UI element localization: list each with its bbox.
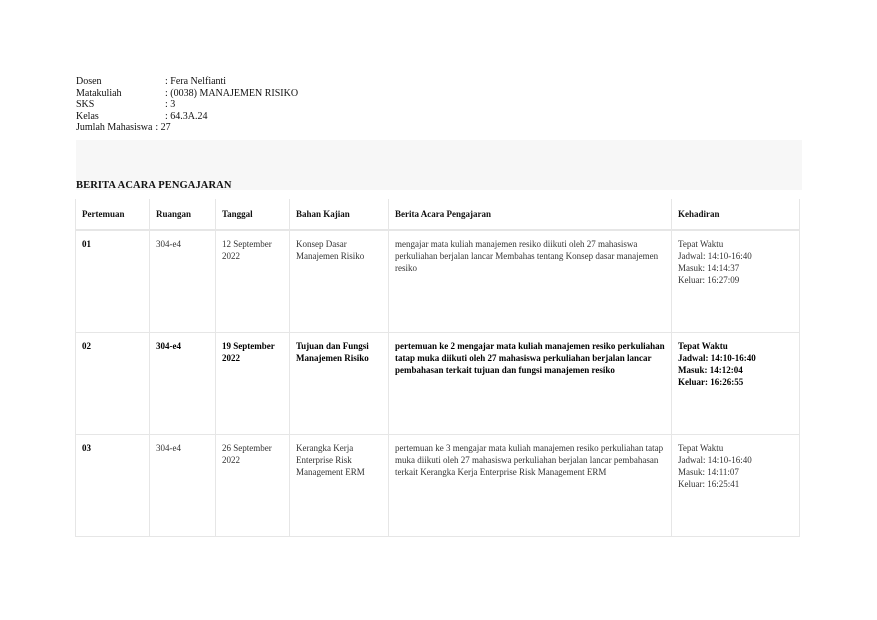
attendance-status: Tepat Waktu [678, 340, 728, 351]
table-row [76, 230, 800, 332]
header-kehadiran: Kehadiran [672, 199, 800, 230]
course-info [76, 76, 298, 134]
attendance-check-in: Masuk: 14:14:37 [678, 263, 740, 273]
info-row-dosen [76, 76, 298, 88]
cell-pertemuan: 02 [76, 332, 150, 434]
info-label: Jumlah Mahasiswa [76, 122, 153, 133]
cell-ruangan: 304-e4 [150, 332, 216, 434]
table-header-row [76, 199, 800, 230]
attendance-check-out: Keluar: 16:25:41 [678, 478, 740, 489]
info-row-sks [76, 99, 298, 111]
attendance-status: Tepat Waktu [678, 442, 724, 453]
info-value: : 27 [155, 122, 171, 133]
info-value: : (0038) MANAJEMEN RISIKO [165, 87, 299, 99]
info-value: : 64.3A.24 [165, 110, 208, 122]
table-row [76, 434, 800, 536]
cell-pertemuan: 01 [76, 230, 150, 332]
header-ruangan: Ruangan [150, 199, 216, 230]
cell-berita-acara: mengajar mata kuliah manajemen resiko diikuti oleh 27 mahasiswa perkuliahan berjalan lancar Membahas tentang Konsep dasar manajemen resiko [389, 230, 672, 332]
teaching-record-table [75, 199, 800, 537]
info-label: Dosen [76, 76, 102, 87]
header-bahan-kajian: Bahan Kajian [290, 199, 389, 230]
cell-ruangan: 304-e4 [150, 434, 216, 536]
table-row [76, 332, 800, 434]
info-row-jumlah-mahasiswa [76, 122, 298, 134]
cell-berita-acara: pertemuan ke 3 mengajar mata kuliah manajemen resiko perkuliahan tatap muka diikuti oleh 27 mahasiswa perkuliahan berjalan lancar pembahasan terkait Kerangka Kerja Enterprise Risk Management ERM [389, 434, 672, 536]
attendance-check-in: Masuk: 14:11:07 [678, 466, 739, 477]
attendance-status: Tepat Waktu [678, 239, 724, 249]
info-value: : 3 [165, 99, 176, 110]
cell-berita-acara: pertemuan ke 2 mengajar mata kuliah manajemen resiko perkuliahan tatap muka diikuti oleh 27 mahasiswa perkuliahan berjalan lancar pembahasan terkait tujuan dan fungsi manajemen resiko [389, 332, 672, 434]
cell-bahan-kajian: Kerangka Kerja Enterprise Risk Management ERM [290, 434, 389, 536]
info-value: : Fera Nelfianti [165, 76, 227, 87]
cell-bahan-kajian: Konsep Dasar Manajemen Risiko [290, 230, 389, 332]
cell-kehadiran [672, 332, 800, 434]
attendance-check-out: Keluar: 16:26:55 [678, 376, 744, 387]
attendance-schedule: Jadwal: 14:10-16:40 [678, 454, 752, 465]
info-label: Matakuliah [76, 87, 122, 99]
cell-tanggal: 12 September 2022 [216, 230, 290, 332]
cell-kehadiran [672, 434, 800, 536]
cell-ruangan: 304-e4 [150, 230, 216, 332]
header-berita-acara: Berita Acara Pengajaran [389, 199, 672, 230]
cell-pertemuan: 03 [76, 434, 150, 536]
info-label: SKS [76, 99, 95, 110]
header-tanggal: Tanggal [216, 199, 290, 230]
cell-tanggal: 26 September 2022 [216, 434, 290, 536]
attendance-check-out: Keluar: 16:27:09 [678, 275, 740, 285]
cell-tanggal: 19 September 2022 [216, 332, 290, 434]
attendance-schedule: Jadwal: 14:10-16:40 [678, 251, 752, 261]
attendance-check-in: Masuk: 14:12:04 [678, 364, 743, 375]
info-row-kelas [76, 111, 298, 123]
attendance-schedule: Jadwal: 14:10-16:40 [678, 352, 756, 363]
cell-bahan-kajian: Tujuan dan Fungsi Manajemen Risiko [290, 332, 389, 434]
section-heading: BERITA ACARA PENGAJARAN [76, 180, 232, 191]
info-row-matakuliah [76, 88, 298, 100]
info-label: Kelas [76, 110, 99, 122]
header-pertemuan: Pertemuan [76, 199, 150, 230]
cell-kehadiran [672, 230, 800, 332]
